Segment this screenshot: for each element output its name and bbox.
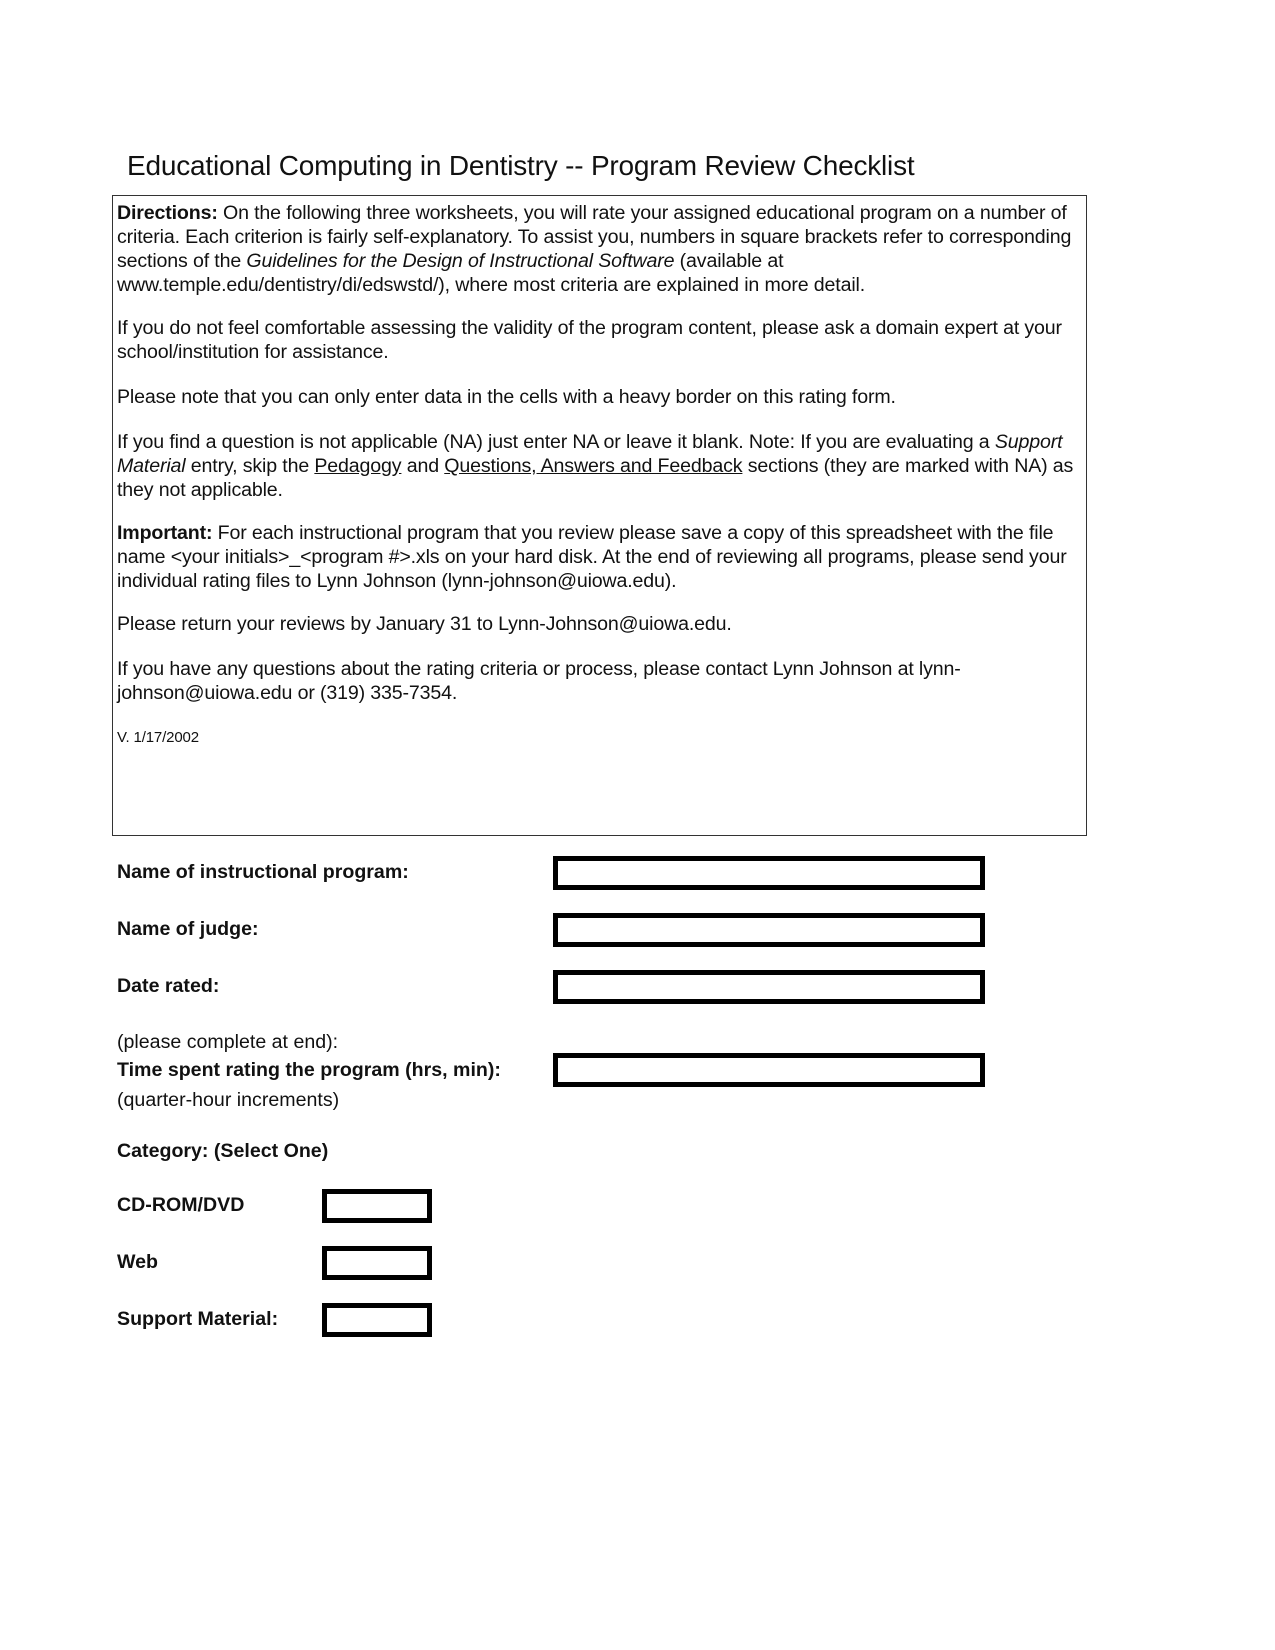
- heavy-border-note: Please note that you can only enter data in the cells with a heavy border on this rating form.: [117, 386, 896, 408]
- guidelines-title: Guidelines for the Design of Instructional Software: [246, 250, 675, 272]
- category-web-field[interactable]: [322, 1246, 432, 1280]
- page-title: Educational Computing in Dentistry -- Program Review Checklist: [127, 150, 915, 181]
- category-support-label: Support Material:: [117, 1308, 279, 1330]
- version-label: V. 1/17/2002: [117, 729, 199, 746]
- important-paragraph: Important: For each instructional program that you review please save a copy of this spreadsheet with the file name <your initials>_<program #>.xls on your hard disk. At the end of reviewing all programs, please send your individual rating files to Lynn Johnson (lynn-johnson@uiowa.edu).: [117, 522, 1067, 592]
- quarter-hour-note: (quarter-hour increments): [117, 1089, 340, 1111]
- category-cdrom-label: CD-ROM/DVD: [117, 1194, 245, 1216]
- pedagogy-section-ref: Pedagogy: [314, 455, 402, 477]
- judge-name-field[interactable]: [553, 913, 985, 947]
- date-rated-field[interactable]: [553, 970, 985, 1004]
- complete-at-end-note: (please complete at end):: [117, 1031, 339, 1053]
- return-paragraph: Please return your reviews by January 31 to Lynn-Johnson@uiowa.edu.: [117, 613, 732, 635]
- program-name-label: Name of instructional program:: [117, 861, 409, 883]
- judge-name-label: Name of judge:: [117, 918, 259, 940]
- program-name-field[interactable]: [553, 856, 985, 890]
- time-spent-label: Time spent rating the program (hrs, min):: [117, 1059, 501, 1081]
- directions-heading: Directions:: [117, 202, 218, 224]
- category-cdrom-field[interactable]: [322, 1189, 432, 1223]
- contact-paragraph: If you have any questions about the rating criteria or process, please contact Lynn Johnson at lynn-johnson@uiowa.edu or (319) 335-7354.: [117, 658, 961, 704]
- na-paragraph: If you find a question is not applicable (NA) just enter NA or leave it blank. Note: If you are evaluating a Support Material entry, skip the Pedagogy and Questions, Answers and Feedback sections (they are marked with NA) as they not applicable.: [117, 431, 1074, 501]
- directions-paragraph: Directions: On the following three worksheets, you will rate your assigned educational program on a number of criteria. Each criterion is fairly self-explanatory. To assist you, numbers in square brackets refer to corresponding sections of the Guidelines for the Design of Instructional Software (available at www.temple.edu/dentistry/di/edswstd/), where most criteria are explained in more detail.: [117, 202, 1072, 296]
- category-web-label: Web: [117, 1251, 159, 1273]
- qaf-section-ref: Questions, Answers and Feedback: [444, 455, 743, 477]
- domain-expert-paragraph: If you do not feel comfortable assessing the validity of the program content, please ask a domain expert at your school/institution for assistance.: [117, 317, 1062, 363]
- category-support-field[interactable]: [322, 1303, 432, 1337]
- category-label: Category: (Select One): [117, 1140, 329, 1162]
- time-spent-field[interactable]: [553, 1053, 985, 1087]
- date-rated-label: Date rated:: [117, 975, 220, 997]
